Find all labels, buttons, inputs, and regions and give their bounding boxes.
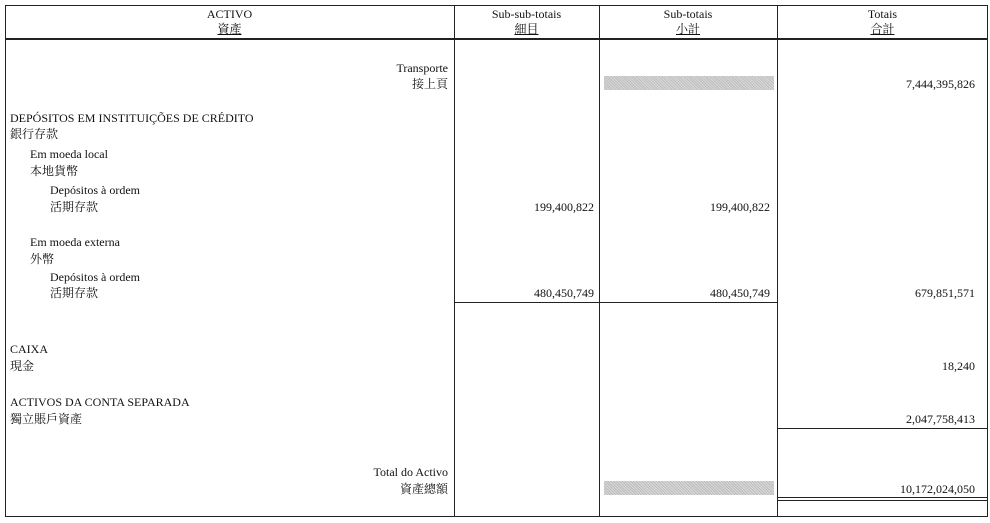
local-subsub-value: 199,400,822 — [534, 200, 594, 214]
total-activo-value: 10,172,024,050 — [900, 482, 975, 496]
depositos-total: 679,851,571 — [915, 286, 975, 300]
column-rule — [454, 5, 455, 517]
column-rule — [777, 5, 778, 517]
transport-label: Transporte — [396, 61, 448, 75]
depositos-ordem-externa-zh: 活期存款 — [50, 286, 99, 300]
header-subsub-totais: Sub-sub-totais 細目 — [491, 7, 562, 36]
externa-subsub-value: 480,450,749 — [534, 286, 594, 300]
transport-label-zh: 接上頁 — [411, 77, 448, 91]
transport-total: 7,444,395,826 — [906, 77, 975, 91]
local-sub-value: 199,400,822 — [710, 200, 770, 214]
caixa-title-zh: 現金 — [10, 359, 35, 373]
header-rule — [5, 38, 988, 40]
total-activo-label: Total do Activo — [373, 465, 448, 479]
moeda-local-label-zh: 本地貨幣 — [30, 164, 79, 178]
subtotal-rule — [454, 302, 777, 303]
double-rule-bottom — [777, 500, 988, 501]
shaded-cell — [604, 481, 774, 495]
total-activo-label-zh: 資產總額 — [399, 482, 448, 496]
conta-separada-total: 2,047,758,413 — [906, 412, 975, 426]
externa-sub-value: 480,450,749 — [710, 286, 770, 300]
total-rule — [777, 428, 988, 429]
header-totais: Totais 合計 — [867, 7, 898, 36]
depositos-ordem-local: Depósitos à ordem — [50, 183, 140, 197]
column-rule — [599, 5, 600, 517]
depositos-title-zh: 銀行存款 — [10, 127, 59, 141]
caixa-total: 18,240 — [942, 359, 975, 373]
double-rule-top — [777, 497, 988, 498]
conta-separada-title: ACTIVOS DA CONTA SEPARADA — [10, 395, 190, 409]
header-sub-totais: Sub-totais 小計 — [663, 7, 713, 36]
header-activo: ACTIVO 資產 — [206, 7, 253, 36]
moeda-local-label: Em moeda local — [30, 147, 108, 161]
depositos-ordem-local-zh: 活期存款 — [50, 200, 99, 214]
moeda-externa-label-zh: 外幣 — [30, 252, 55, 266]
depositos-ordem-externa: Depósitos à ordem — [50, 270, 140, 284]
shaded-cell — [604, 76, 774, 90]
moeda-externa-label: Em moeda externa — [30, 235, 120, 249]
caixa-title: CAIXA — [10, 342, 48, 356]
conta-separada-title-zh: 獨立賬戶資產 — [10, 412, 83, 426]
depositos-title: DEPÓSITOS EM INSTITUIÇÕES DE CRÉDITO — [10, 111, 254, 125]
